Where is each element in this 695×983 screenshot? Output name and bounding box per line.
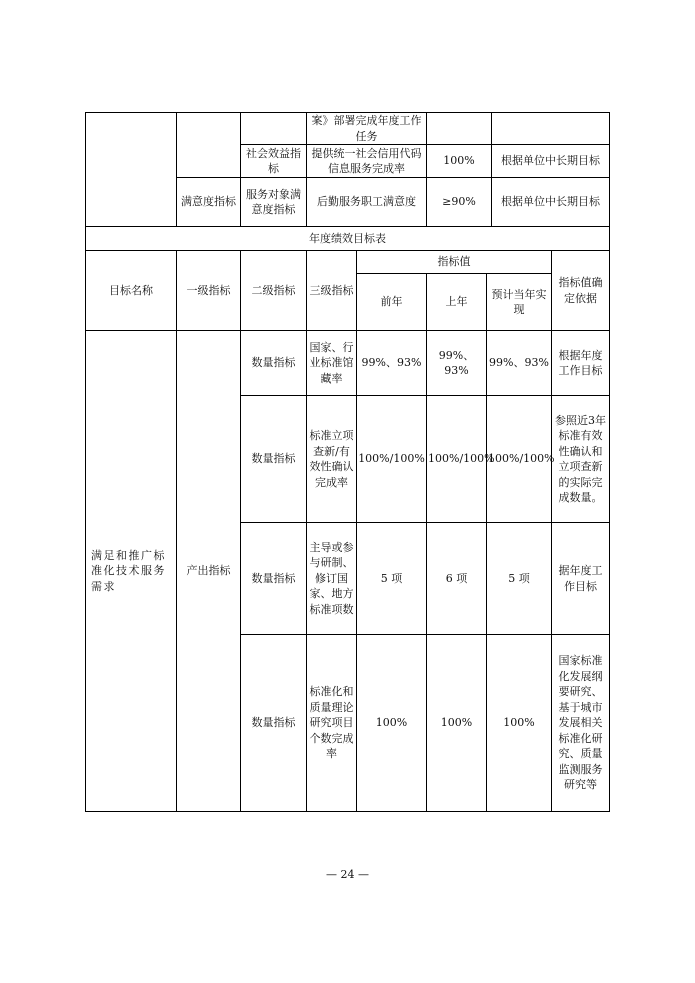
basis-cell: 参照近3年标准有效性确认和立项查新的实际完成数量。 [552,396,610,523]
value-cell: 100% [427,145,492,178]
header-year-before-last: 前年 [357,274,427,331]
level2-indicator: 数量指标 [241,331,307,396]
value-last-year: 6 项 [427,523,487,635]
table-row [86,113,610,145]
value-cell-empty [427,113,492,145]
value-last-year: 99%、93% [427,331,487,396]
level3-indicator: 国家、行业标准馆藏率 [307,331,357,396]
top-table [85,112,610,227]
header-level3: 三级指标 [307,251,357,331]
basis-cell: 国家标准化发展纲要研究、基于城市发展相关标准化研究、质量监测服务研究等 [552,635,610,812]
header-last-year: 上年 [427,274,487,331]
header-basis: 指标值确定依据 [552,251,610,331]
annual-performance-table [85,226,610,812]
value-year-before-last: 99%、93% [357,331,427,396]
value-year-before-last: 100%/100% [357,396,427,523]
table-title: 年度绩效目标表 [86,227,610,251]
level3-indicator: 主导或参与研制、修订国家、地方标准项数 [307,523,357,635]
level2-indicator: 数量指标 [241,635,307,812]
level2-indicator: 数量指标 [241,396,307,523]
level1-indicator: 产出指标 [177,331,241,812]
value-expected: 100%/100% [487,396,552,523]
indicator-cell: 后勤服务职工满意度 [307,178,427,227]
goal-cell-empty [86,113,177,227]
value-cell: ≥90% [427,178,492,227]
level2-indicator: 数量指标 [241,523,307,635]
value-last-year: 100%/100% [427,396,487,523]
value-year-before-last: 5 项 [357,523,427,635]
header-level1: 一级指标 [177,251,241,331]
primary-cell-empty [177,113,241,178]
secondary-cell-empty [241,113,307,145]
header-expected: 预计当年实现 [487,274,552,331]
value-expected: 99%、93% [487,331,552,396]
basis-cell: 根据年度工作目标 [552,331,610,396]
header-level2: 二级指标 [241,251,307,331]
header-values: 指标值 [357,251,552,274]
primary-cell: 满意度指标 [177,178,241,227]
basis-cell: 根据单位中长期目标 [492,178,610,227]
value-expected: 100% [487,635,552,812]
goal-name: 满足和推广标准化技术服务需求 [86,331,177,812]
basis-cell-empty [492,113,610,145]
level3-indicator: 标准立项查新/有效性确认完成率 [307,396,357,523]
value-last-year: 100% [427,635,487,812]
value-year-before-last: 100% [357,635,427,812]
secondary-cell: 社会效益指标 [241,145,307,178]
level3-indicator: 标准化和质量理论研究项目个数完成率 [307,635,357,812]
table-row [86,227,610,251]
value-expected: 5 项 [487,523,552,635]
header-row [86,251,610,274]
basis-cell: 根据单位中长期目标 [492,145,610,178]
page-number: — 24 — [326,868,369,881]
header-goal: 目标名称 [86,251,177,331]
secondary-cell: 服务对象满意度指标 [241,178,307,227]
table-row [86,331,610,396]
indicator-cell: 案》部署完成年度工作任务 [307,113,427,145]
indicator-cell: 提供统一社会信用代码信息服务完成率 [307,145,427,178]
basis-cell: 据年度工作目标 [552,523,610,635]
